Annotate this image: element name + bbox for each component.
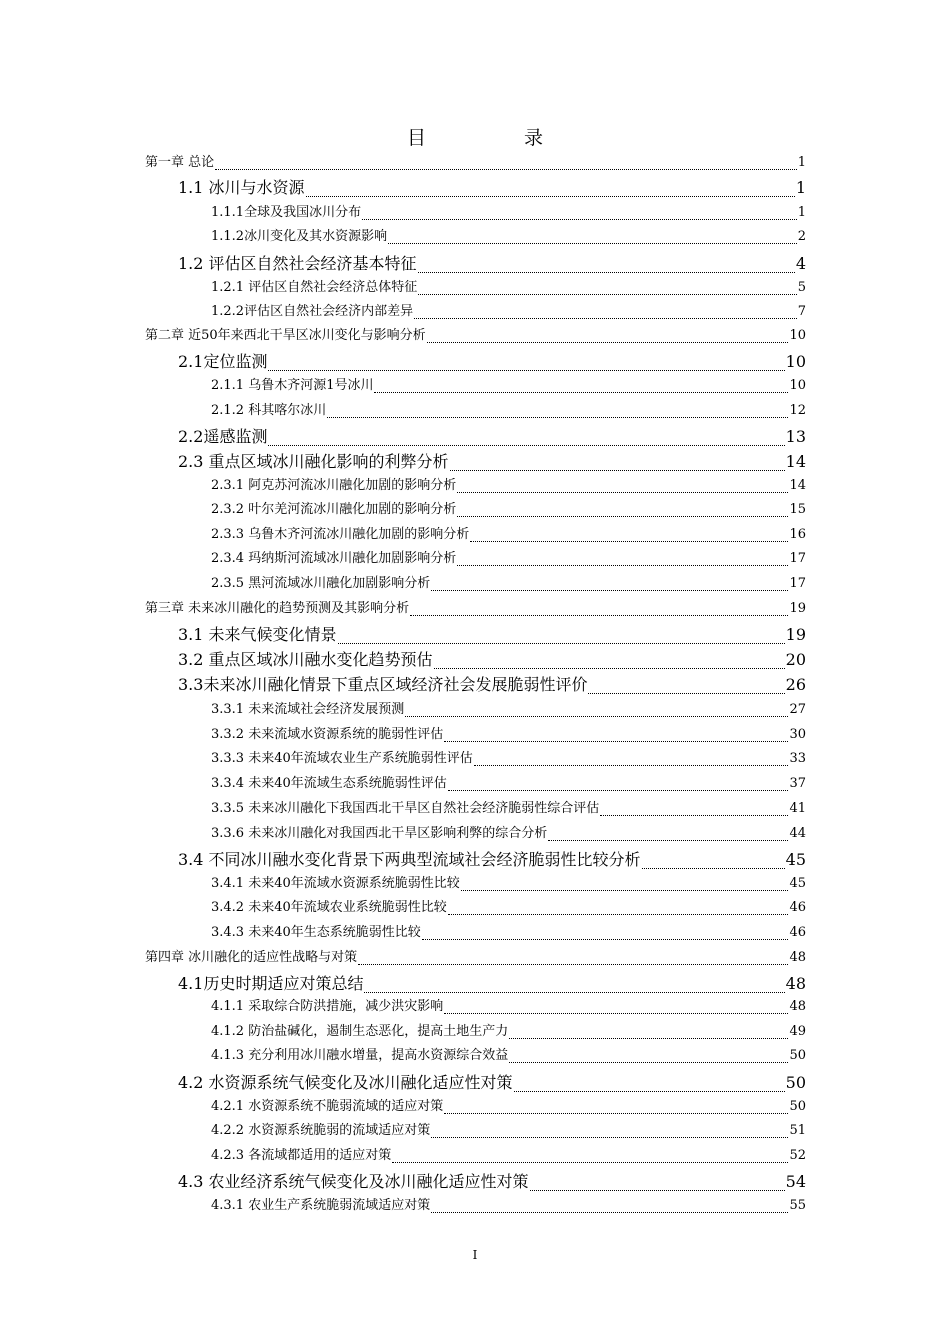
toc-entry-page: 1: [795, 178, 806, 197]
dot-leader: [306, 196, 795, 197]
dot-leader: [358, 964, 788, 965]
toc-entry-page: 33: [789, 751, 806, 766]
toc-entry-page: 10: [785, 352, 806, 371]
dot-leader: [642, 868, 785, 869]
dot-leader: [418, 272, 795, 273]
toc-entry-title: 2.1.2 科其喀尔冰川: [211, 403, 327, 418]
toc-entry-title: 3.3.1 未来流域社会经济发展预测: [211, 702, 405, 717]
toc-entry[interactable]: [145, 599, 806, 619]
toc-entry-page: 50: [789, 1099, 806, 1114]
dot-leader: [414, 318, 797, 319]
toc-entry[interactable]: [211, 401, 806, 421]
toc-entry-title: 1.2.2评估区自然社会经济内部差异: [211, 304, 414, 319]
toc-entry-title: 3.3未来冰川融化情景下重点区域经济社会发展脆弱性评价: [178, 675, 588, 694]
toc-entry[interactable]: [178, 350, 806, 374]
toc-entry[interactable]: [211, 874, 806, 894]
dot-leader: [600, 815, 788, 816]
toc-entry-page: 19: [789, 601, 806, 616]
toc-entry-page: 4: [795, 254, 806, 273]
toc-entry-title: 3.4.3 未来40年生态系统脆弱性比较: [211, 925, 421, 940]
toc-entry-page: 50: [785, 1073, 806, 1092]
toc-entry-page: 12: [789, 403, 806, 418]
dot-leader: [457, 565, 788, 566]
toc-entry-page: 17: [789, 576, 806, 591]
dot-leader: [444, 1113, 788, 1114]
toc-entry-title: 2.1.1 乌鲁木齐河源1号冰川: [211, 378, 374, 393]
toc-entry-title: 2.3 重点区域冰川融化影响的利弊分析: [178, 452, 449, 471]
toc-entry-title: 3.3.4 未来40年流域生态系统脆弱性评估: [211, 776, 447, 791]
toc-entry-page: 14: [789, 478, 806, 493]
toc-entry-title: 2.3.1 阿克苏河流冰川融化加剧的影响分析: [211, 478, 457, 493]
toc-entry-page: 46: [789, 900, 806, 915]
toc-entry[interactable]: [211, 749, 806, 769]
dot-leader: [448, 914, 789, 915]
toc-entry-page: 55: [789, 1198, 806, 1213]
dot-leader: [509, 1062, 788, 1063]
dot-leader: [457, 492, 788, 493]
dot-leader: [410, 615, 788, 616]
dot-leader: [418, 294, 797, 295]
dot-leader: [530, 1190, 785, 1191]
toc-entry-title: 1.1 冰川与水资源: [178, 178, 305, 197]
toc-entry[interactable]: [211, 997, 806, 1017]
toc-entry-page: 17: [789, 551, 806, 566]
toc-entry-page: 16: [789, 527, 806, 542]
toc-entry[interactable]: [178, 648, 806, 672]
toc-entry-page: 19: [785, 625, 806, 644]
toc-entry-title: 3.3.2 未来流域水资源系统的脆弱性评估: [211, 727, 444, 742]
toc-entry-page: 27: [789, 702, 806, 717]
toc-entry-title: 3.1 未来气候变化情景: [178, 625, 337, 644]
toc-entry[interactable]: [211, 774, 806, 794]
toc-entry-title: 3.4.2 未来40年流域农业系统脆弱性比较: [211, 900, 447, 915]
dot-leader: [461, 890, 789, 891]
toc-entry-title: 3.3.6 未来冰川融化对我国西北干旱区影响利弊的综合分析: [211, 826, 548, 841]
toc-entry-page: 46: [789, 925, 806, 940]
toc-entry[interactable]: [211, 549, 806, 569]
toc-entry[interactable]: [178, 1071, 806, 1095]
toc-entry[interactable]: [178, 425, 806, 449]
dot-leader: [434, 668, 785, 669]
toc-entry-page: 20: [785, 650, 806, 669]
toc-entry-page: 52: [789, 1148, 806, 1163]
dot-leader: [268, 445, 784, 446]
toc-entry-page: 37: [789, 776, 806, 791]
toc-entry-title: 第四章 冰川融化的适应性战略与对策: [145, 950, 358, 965]
toc-entry[interactable]: [211, 898, 806, 918]
dot-leader: [427, 342, 789, 343]
toc-entry-page: 44: [789, 826, 806, 841]
toc-entry-page: 1: [797, 155, 806, 170]
toc-entry[interactable]: [178, 176, 806, 200]
toc-entry[interactable]: [211, 1146, 806, 1166]
toc-entry-page: 30: [789, 727, 806, 742]
toc-entry-page: 48: [789, 999, 806, 1014]
dot-leader: [431, 1212, 788, 1213]
toc-entry-page: 41: [789, 801, 806, 816]
dot-leader: [364, 992, 784, 993]
toc-entry[interactable]: [211, 1022, 806, 1042]
toc-entry-page: 15: [789, 502, 806, 517]
toc-entry[interactable]: [211, 278, 806, 298]
toc-entry-title: 4.1.2 防治盐碱化，遏制生态恶化，提高土地生产力: [211, 1024, 509, 1039]
dot-leader: [431, 590, 788, 591]
dot-leader: [215, 169, 797, 170]
dot-leader: [327, 417, 788, 418]
toc-title: 目 录: [406, 127, 590, 149]
toc-entry-title: 3.2 重点区域冰川融水变化趋势预估: [178, 650, 433, 669]
dot-leader: [448, 790, 789, 791]
toc-entry-title: 3.4.1 未来40年流域水资源系统脆弱性比较: [211, 876, 460, 891]
toc-entry[interactable]: [211, 824, 806, 844]
toc-entry[interactable]: [211, 799, 806, 819]
toc-entry[interactable]: [211, 476, 806, 496]
toc-entry-page: 45: [789, 876, 806, 891]
toc-entry[interactable]: [178, 1170, 806, 1194]
dot-leader: [431, 1137, 788, 1138]
toc-entry[interactable]: [211, 923, 806, 943]
toc-entry-page: 49: [789, 1024, 806, 1039]
dot-leader: [444, 741, 788, 742]
toc-entry[interactable]: [178, 972, 806, 996]
toc-entry-title: 1.1.1全球及我国冰川分布: [211, 205, 362, 220]
toc-entry-title: 2.1定位监测: [178, 352, 268, 371]
dot-leader: [474, 765, 789, 766]
toc-entry[interactable]: [145, 948, 806, 968]
toc-entry-page: 5: [797, 280, 806, 295]
toc-entry[interactable]: [178, 848, 806, 872]
toc-entry-title: 2.3.3 乌鲁木齐河流冰川融化加剧的影响分析: [211, 527, 470, 542]
toc-entry-title: 4.2 水资源系统气候变化及冰川融化适应性对策: [178, 1073, 513, 1092]
toc-entry[interactable]: [178, 623, 806, 647]
toc-entry[interactable]: [211, 500, 806, 520]
toc-entry-title: 4.1.3 充分利用冰川融水增量，提高水资源综合效益: [211, 1048, 509, 1063]
toc-entry[interactable]: [211, 1196, 806, 1216]
dot-leader: [450, 470, 785, 471]
toc-entry-title: 4.2.1 水资源系统不脆弱流域的适应对策: [211, 1099, 444, 1114]
toc-entry-title: 4.3 农业经济系统气候变化及冰川融化适应性对策: [178, 1172, 529, 1191]
toc-entry-title: 4.2.2 水资源系统脆弱的流域适应对策: [211, 1123, 431, 1138]
toc-entry-title: 2.3.2 叶尔羌河流冰川融化加剧的影响分析: [211, 502, 457, 517]
toc-entry[interactable]: [211, 203, 806, 223]
toc-entry-title: 2.2遥感监测: [178, 427, 268, 446]
toc-entry[interactable]: [211, 227, 806, 247]
toc-entry-page: 10: [789, 378, 806, 393]
dot-leader: [405, 716, 788, 717]
toc-entry-title: 2.3.4 玛纳斯河流域冰川融化加剧影响分析: [211, 551, 457, 566]
toc-entry-title: 4.2.3 各流域都适用的适应对策: [211, 1148, 392, 1163]
toc-entry-title: 1.1.2冰川变化及其水资源影响: [211, 229, 388, 244]
dot-leader: [392, 1162, 788, 1163]
toc-entry[interactable]: [211, 725, 806, 745]
toc-entry-page: 7: [797, 304, 806, 319]
toc-entry-title: 1.2.1 评估区自然社会经济总体特征: [211, 280, 418, 295]
dot-leader: [338, 643, 785, 644]
toc-entry-title: 第二章 近50年来西北干旱区冰川变化与影响分析: [145, 328, 426, 343]
toc-entry[interactable]: [178, 450, 806, 474]
toc-entry[interactable]: [178, 252, 806, 276]
toc-entry-title: 4.1.1 采取综合防洪措施，减少洪灾影响: [211, 999, 444, 1014]
toc-entry-title: 2.3.5 黑河流域冰川融化加剧影响分析: [211, 576, 431, 591]
dot-leader: [457, 516, 788, 517]
toc-entry[interactable]: [178, 673, 806, 697]
toc-entry-title: 第三章 未来冰川融化的趋势预测及其影响分析: [145, 601, 410, 616]
toc-entry-title: 3.3.3 未来40年流域农业生产系统脆弱性评估: [211, 751, 473, 766]
toc-entry-title: 4.1历史时期适应对策总结: [178, 974, 364, 993]
dot-leader: [514, 1091, 785, 1092]
toc-entry-page: 13: [785, 427, 806, 446]
dot-leader: [268, 370, 784, 371]
toc-entry[interactable]: [145, 326, 806, 346]
toc-entry-page: 50: [789, 1048, 806, 1063]
toc-entry-page: 48: [785, 974, 806, 993]
dot-leader: [548, 840, 788, 841]
toc-entry[interactable]: [211, 1097, 806, 1117]
toc-entry-title: 3.3.5 未来冰川融化下我国西北干旱区自然社会经济脆弱性综合评估: [211, 801, 600, 816]
toc-entry[interactable]: [211, 700, 806, 720]
toc-entry-page: 10: [789, 328, 806, 343]
toc-entry[interactable]: [211, 302, 806, 322]
toc-entry-title: 1.2 评估区自然社会经济基本特征: [178, 254, 417, 273]
toc-entry[interactable]: [211, 1046, 806, 1066]
toc-entry-page: 45: [785, 850, 806, 869]
toc-entry-title: 3.4 不同冰川融水变化背景下两典型流域社会经济脆弱性比较分析: [178, 850, 641, 869]
dot-leader: [362, 219, 797, 220]
toc-entry[interactable]: [211, 1121, 806, 1141]
toc-entry-page: 2: [797, 229, 806, 244]
toc-entry[interactable]: [145, 153, 806, 173]
dot-leader: [470, 541, 788, 542]
dot-leader: [444, 1013, 788, 1014]
dot-leader: [374, 392, 788, 393]
toc-entry-page: 48: [789, 950, 806, 965]
toc-entry[interactable]: [211, 525, 806, 545]
toc-entry-title: 4.3.1 农业生产系统脆弱流域适应对策: [211, 1198, 431, 1213]
toc-entry-page: 1: [797, 205, 806, 220]
toc-entry[interactable]: [211, 574, 806, 594]
dot-leader: [588, 693, 784, 694]
dot-leader: [388, 243, 797, 244]
toc-entry-title: 第一章 总论: [145, 155, 215, 170]
toc-entry-page: 14: [785, 452, 806, 471]
toc-entry-page: 51: [789, 1123, 806, 1138]
toc-entry-page: 54: [785, 1172, 806, 1191]
dot-leader: [422, 939, 789, 940]
page-number-footer: I: [472, 1248, 478, 1262]
toc-entry-page: 26: [785, 675, 806, 694]
dot-leader: [509, 1038, 788, 1039]
toc-entry[interactable]: [211, 376, 806, 396]
